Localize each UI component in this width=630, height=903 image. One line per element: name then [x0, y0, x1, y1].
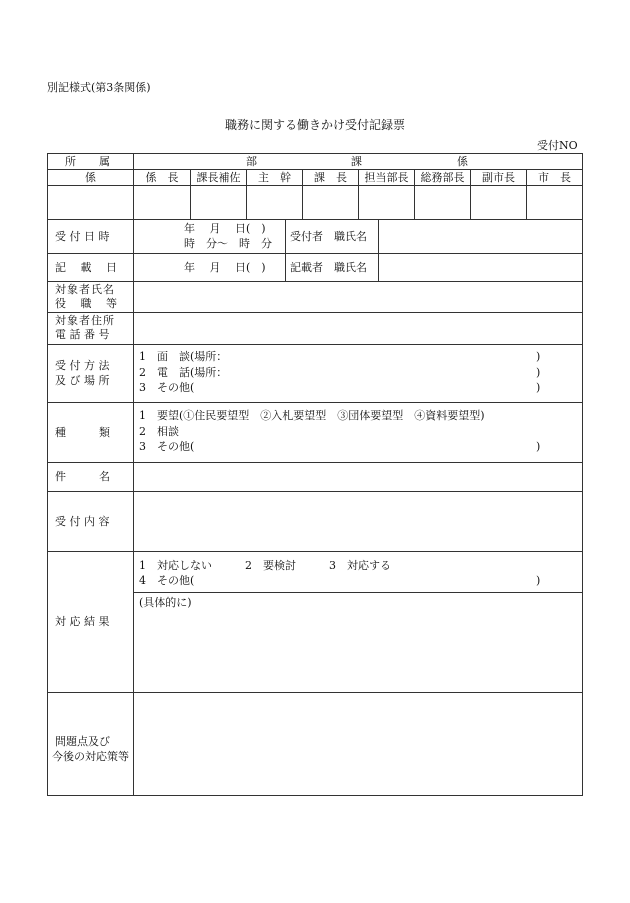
response-options-line-1: 1 対応しない 2 要検討 3 対応する [139, 559, 391, 572]
subsection-label: 係 [457, 155, 468, 168]
receipt-date-line: 年 月 日( ) [184, 222, 266, 235]
type-option-request: 1 要望(①住民要望型 ②入札要望型 ③団体要望型 ④資料要望型) [139, 409, 485, 422]
type-option-other: 3 その他( [139, 440, 195, 453]
position-fukushicho: 副市長 [482, 171, 515, 184]
receipt-method-label: 受 付 方 法 [55, 359, 110, 372]
department-label: 部 [246, 155, 257, 168]
position-kachohosa: 課長補佐 [196, 171, 241, 184]
target-address-label: 対象者住所 [55, 314, 115, 327]
position-kacho: 課 長 [314, 171, 347, 184]
section-label: 課 [351, 155, 362, 168]
target-position-label: 役 職 等 [55, 297, 117, 310]
method-option-other: 3 その他( [139, 381, 195, 394]
response-close-paren: ) [536, 574, 541, 587]
receipt-place-label: 及 び 場 所 [55, 374, 110, 387]
method-option-meeting: 1 面 談(場所： [139, 350, 228, 363]
method-option-phone: 2 電 話(場所： [139, 366, 228, 379]
response-options-line-2: 4 その他( [139, 574, 195, 587]
issues-label: 問題点及び [55, 735, 110, 748]
content-label: 受 付 内 容 [55, 515, 110, 528]
method-close-paren-3: ) [536, 381, 541, 394]
future-measures-label: 今後の対応策等 [52, 750, 129, 763]
type-label: 種 類 [55, 426, 110, 439]
method-close-paren-1: ) [536, 350, 541, 363]
subject-label: 件 名 [55, 470, 110, 483]
approval-row-first-label: 係 [85, 171, 96, 184]
receipt-number-label: 受付NO [537, 139, 578, 152]
record-date-label: 記 載 日 [55, 261, 117, 274]
position-shukan: 主 幹 [258, 171, 291, 184]
response-result-label: 対 応 結 果 [55, 615, 110, 628]
target-phone-label: 電 話 番 号 [55, 328, 110, 341]
form-title: 職務に関する働きかけ受付記録票 [224, 118, 405, 132]
target-name-label: 対象者氏名 [55, 283, 115, 296]
method-close-paren-2: ) [536, 366, 541, 379]
response-specific-label: (具体的に) [139, 596, 192, 609]
position-shicho: 市 長 [538, 171, 571, 184]
receiver-name-label: 受付者 職氏名 [290, 230, 367, 243]
type-close-paren: ) [536, 440, 541, 453]
receipt-datetime-label: 受 付 日 時 [55, 230, 110, 243]
recorder-name-label: 記載者 職氏名 [290, 261, 367, 274]
position-tanto-bucho: 担当部長 [364, 171, 409, 184]
affiliation-label: 所 属 [65, 155, 116, 168]
receipt-time-line: 時 分～ 時 分 [184, 237, 272, 250]
record-date-line: 年 月 日( ) [184, 261, 266, 274]
position-kakaricho: 係 長 [145, 171, 179, 184]
form-style-note: 別記様式(第3条関係) [47, 81, 151, 94]
position-somu-bucho: 総務部長 [420, 171, 465, 184]
type-option-consultation: 2 相談 [139, 425, 179, 438]
